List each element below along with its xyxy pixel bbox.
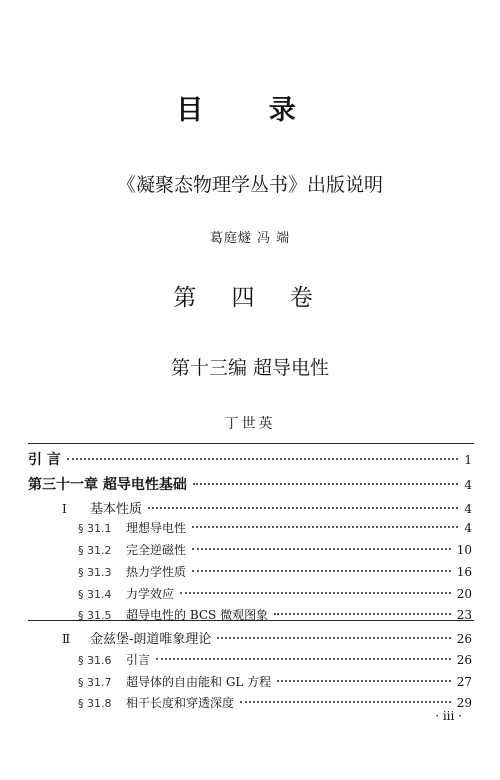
toc-entry-page: 4: [464, 502, 472, 516]
toc-entry[interactable]: [78, 541, 472, 563]
toc-leader-dots: [277, 680, 451, 682]
toc-entry-page: 10: [456, 543, 472, 557]
toc-entry[interactable]: [28, 449, 472, 471]
toc-leader-dots: [148, 507, 458, 509]
toc-entry-label: 完全逆磁性: [126, 543, 187, 557]
toc-entry[interactable]: [78, 563, 472, 585]
toc-entry-page: 4: [464, 478, 472, 492]
toc-entry-label: 超导体的自由能和 GL 方程: [126, 675, 272, 689]
volume-heading: 第 四 卷: [173, 285, 327, 311]
part-heading: 第十三编 超导电性: [170, 357, 330, 379]
toc-entry-number: § 31.2: [78, 544, 112, 557]
toc-entry-page: 26: [456, 632, 472, 646]
editors-line: 葛庭燧 冯 端: [209, 231, 291, 246]
series-note-heading: 《凝聚态物理学丛书》出版说明: [116, 174, 383, 196]
toc-entry-number: § 31.8: [78, 697, 112, 710]
toc-entry-page: 26: [456, 653, 472, 667]
toc-leader-dots: [192, 526, 458, 528]
toc-entry[interactable]: [62, 498, 472, 520]
toc-entry-label: 引言: [126, 653, 151, 667]
toc-entry-page: 23: [456, 608, 472, 622]
page-title: 目 录: [176, 95, 324, 126]
toc-leader-dots: [217, 637, 450, 639]
toc-entry-label: 基本性质: [90, 502, 143, 517]
toc-entry-label: 相干长度和穿透深度: [126, 696, 235, 710]
toc-leader-dots: [67, 458, 458, 460]
toc-leader-dots: [192, 548, 451, 550]
author-line: 丁世英: [224, 416, 276, 432]
toc-divider: [28, 620, 474, 621]
toc-entry[interactable]: [78, 606, 472, 628]
toc-entry[interactable]: [78, 585, 472, 607]
toc-entry-number: § 31.1: [78, 522, 112, 535]
toc-entry[interactable]: [62, 628, 472, 650]
toc-leader-dots: [274, 613, 451, 615]
toc-entry-label: 引 言: [28, 452, 61, 468]
toc-leader-dots: [193, 483, 458, 485]
toc-entry-label: 第三十一章 超导电性基础: [28, 477, 187, 493]
toc-leader-dots: [240, 701, 451, 703]
toc-leader-dots: [180, 592, 451, 594]
toc-entry-label: 超导电性的 BCS 微观图象: [126, 608, 269, 622]
toc-entry-number: Ⅱ: [62, 632, 71, 646]
toc-entry-page: 1: [464, 453, 472, 467]
toc-entry-number: § 31.3: [78, 566, 112, 579]
toc-leader-dots: [192, 570, 451, 572]
toc-entry-number: § 31.4: [78, 588, 112, 601]
toc-entry-number: Ⅰ: [62, 502, 67, 516]
toc-entry[interactable]: [78, 519, 472, 541]
toc-entry-number: § 31.5: [78, 609, 112, 622]
toc-entry-page: 29: [456, 696, 472, 710]
toc-entry-label: 理想导电性: [126, 521, 187, 535]
toc-entry[interactable]: [78, 651, 472, 673]
toc-leader-dots: [156, 658, 451, 660]
toc-entry[interactable]: [28, 474, 472, 496]
toc-entry-page: 16: [456, 565, 472, 579]
toc-entry-label: 金兹堡-朗道唯象理论: [90, 632, 212, 647]
toc-entry-number: § 31.7: [78, 676, 112, 689]
toc-divider: [28, 443, 474, 444]
toc-entry[interactable]: [78, 673, 472, 695]
toc-entry-label: 力学效应: [126, 587, 175, 601]
toc-entry-page: 27: [456, 675, 472, 689]
toc-entry-number: § 31.6: [78, 654, 112, 667]
toc-entry-page: 20: [456, 587, 472, 601]
toc-entry-page: 4: [464, 521, 472, 535]
toc-entry[interactable]: [78, 694, 472, 716]
toc-entry-label: 热力学性质: [126, 565, 187, 579]
page-number: · iii ·: [435, 709, 462, 723]
